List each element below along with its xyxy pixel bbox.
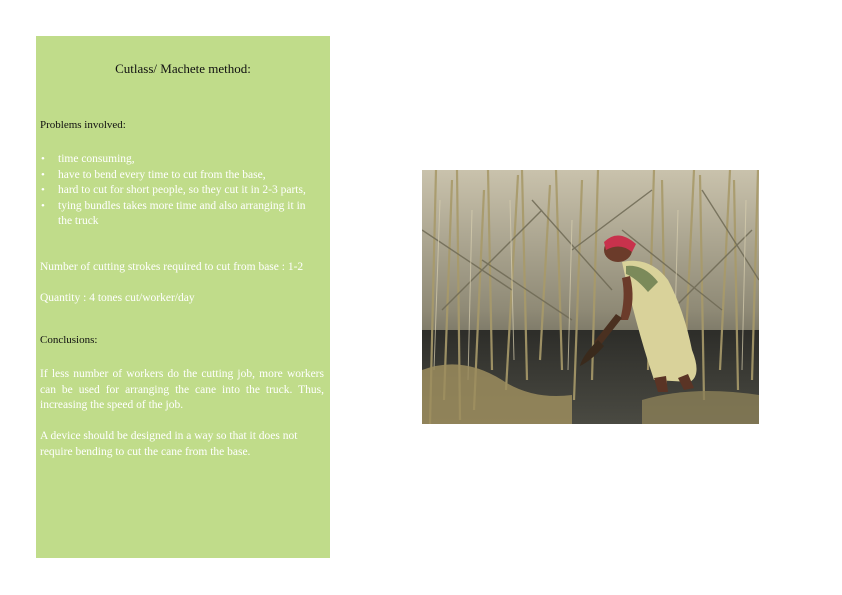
conclusion-paragraph: If less number of workers do the cutting job, more workers can be used for arranging the cane into the truck. Thus, increasing the speed of the job.	[40, 368, 324, 411]
bullet-icon: •	[41, 168, 45, 181]
conclusions-heading: Conclusions:	[40, 334, 98, 346]
problem-item	[40, 152, 322, 168]
problems-list	[40, 152, 322, 230]
problems-heading: Problems involved:	[40, 119, 126, 131]
quantity-info: Quantity : 4 tones cut/worker/day	[40, 292, 195, 304]
bullet-icon: •	[41, 153, 45, 165]
problem-item	[40, 183, 322, 199]
text-panel	[36, 36, 330, 558]
sugarcane-photo	[422, 170, 759, 424]
conclusion-paragraph: A device should be designed in a way so that it does not require bending to cut the cane from the base.	[40, 430, 298, 458]
problem-text: tying bundles takes more time and also arranging it in the truck	[58, 199, 306, 227]
problem-text: hard to cut for short people, so they cut it in 2-3 parts,	[58, 184, 306, 196]
panel-title: Cutlass/ Machete method:	[115, 61, 251, 76]
problem-text: have to bend every time to cut from the base,	[58, 168, 266, 181]
photo-illustration	[422, 170, 759, 424]
problem-item	[40, 199, 322, 230]
problem-text: time consuming,	[58, 153, 135, 165]
strokes-info: Number of cutting strokes required to cut from base : 1-2	[40, 261, 304, 273]
problem-item	[40, 168, 322, 184]
bullet-icon: •	[41, 184, 45, 196]
bullet-icon: •	[41, 199, 45, 212]
